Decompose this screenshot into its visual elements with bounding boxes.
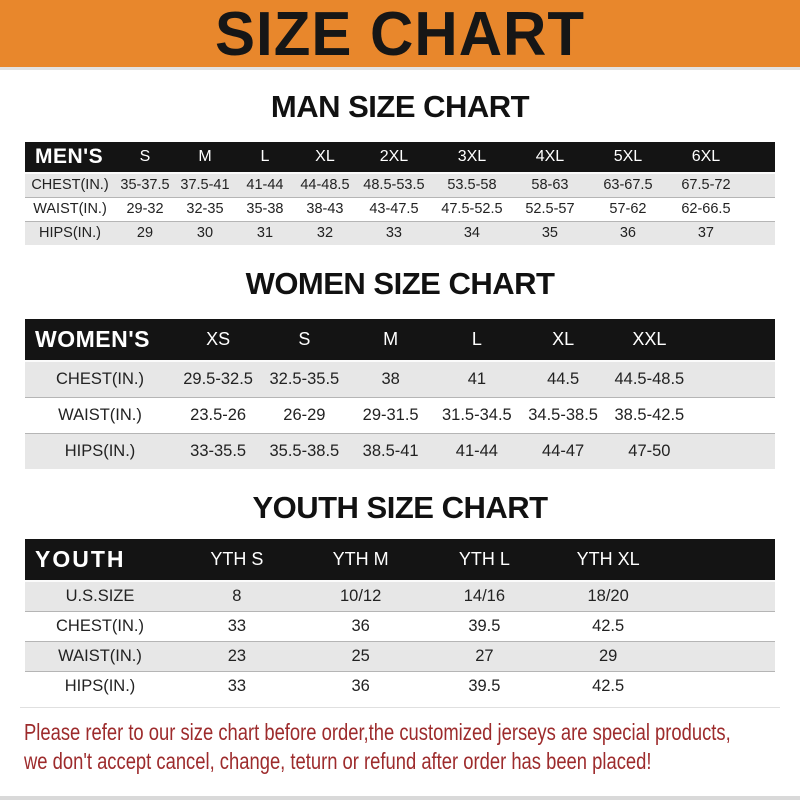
size-value-cell: 63-67.5	[603, 177, 653, 194]
size-value-cell: 29	[598, 646, 618, 665]
size-column-header: 3XL	[433, 142, 511, 173]
size-chart-banner	[0, 0, 800, 70]
size-column-header: XXL	[606, 319, 692, 361]
size-value-cell: 37	[697, 225, 714, 242]
size-column-header: M	[348, 319, 434, 361]
size-column-header: XL	[520, 319, 606, 361]
size-value-cell: 52.5-57	[525, 201, 575, 217]
header-spacer	[670, 539, 775, 581]
table-corner-label: YOUTH	[25, 539, 175, 581]
size-value-cell: 57-62	[609, 201, 647, 217]
row-spacer	[670, 641, 775, 671]
size-column-header: L	[434, 319, 520, 361]
header-spacer	[745, 142, 775, 173]
size-column-header: YTH L	[423, 539, 547, 581]
size-value-cell: 41	[467, 369, 487, 388]
row-label: WAIST(IN.)	[58, 405, 142, 424]
table-row	[25, 671, 775, 701]
women-size-chart-heading: WOMEN SIZE CHART	[245, 266, 555, 301]
size-value-cell: 31	[256, 225, 274, 242]
size-value-cell: 35-38	[246, 201, 284, 217]
row-label: WAIST(IN.)	[58, 646, 142, 665]
table-row	[25, 173, 775, 197]
size-value-cell: 8	[232, 586, 242, 605]
size-value-cell: 58-63	[531, 177, 569, 194]
size-value-cell: 33	[227, 676, 247, 695]
size-column-header: 5XL	[589, 142, 667, 173]
banner-title: SIZE CHART	[215, 0, 585, 69]
table-row	[25, 197, 775, 221]
footer-note-line1: Please refer to our size chart before order,the customized jerseys are special products,	[24, 719, 731, 745]
header-spacer	[693, 319, 776, 361]
size-value-cell: 14/16	[463, 586, 506, 605]
size-column-header: S	[261, 319, 347, 361]
table-row	[25, 433, 775, 469]
size-value-cell: 32.5-35.5	[269, 369, 340, 388]
size-value-cell: 32-35	[186, 201, 224, 217]
table-row	[25, 361, 775, 397]
size-column-header: XS	[175, 319, 261, 361]
size-column-header: XL	[295, 142, 355, 173]
size-value-cell: 34.5-38.5	[528, 405, 598, 424]
size-value-cell: 18/20	[587, 586, 629, 605]
size-value-cell: 38-43	[306, 201, 344, 217]
size-value-cell: 41-44	[246, 177, 284, 194]
size-value-cell: 38.5-42.5	[614, 405, 685, 424]
row-label: U.S.SIZE	[65, 586, 135, 605]
footer-note	[0, 718, 768, 776]
size-value-cell: 36	[351, 616, 370, 635]
row-spacer	[745, 173, 775, 197]
table-header-row	[25, 539, 775, 581]
row-label: CHEST(IN.)	[56, 616, 144, 635]
size-value-cell: 41-44	[455, 441, 498, 460]
womens-size-table	[25, 319, 775, 469]
size-column-header: L	[235, 142, 295, 173]
row-label: HIPS(IN.)	[38, 225, 102, 242]
size-value-cell: 67.5-72	[681, 177, 731, 194]
man-size-chart-heading: MAN SIZE CHART	[270, 89, 530, 124]
footer-divider	[20, 707, 780, 708]
size-value-cell: 29.5-32.5	[183, 369, 253, 388]
size-value-cell: 39.5	[468, 676, 501, 695]
size-value-cell: 27	[475, 646, 494, 665]
size-value-cell: 38.5-41	[362, 441, 419, 460]
table-header-row	[25, 142, 775, 173]
size-value-cell: 35	[541, 225, 558, 242]
row-label: CHEST(IN.)	[56, 369, 144, 388]
size-value-cell: 23	[227, 646, 247, 665]
size-value-cell: 44.5	[547, 369, 580, 388]
row-spacer	[745, 221, 775, 245]
size-value-cell: 23.5-26	[190, 405, 247, 424]
size-value-cell: 39.5	[468, 616, 501, 635]
row-spacer	[693, 397, 776, 433]
size-value-cell: 42.5	[592, 616, 625, 635]
table-row	[25, 611, 775, 641]
size-column-header: YTH S	[175, 539, 299, 581]
table-row	[25, 221, 775, 245]
table-row	[25, 397, 775, 433]
size-value-cell: 47.5-52.5	[441, 201, 503, 217]
size-column-header: 4XL	[511, 142, 589, 173]
size-value-cell: 33-35.5	[190, 441, 247, 460]
size-value-cell: 38	[381, 369, 400, 388]
size-column-header: YTH M	[299, 539, 423, 581]
row-label: WAIST(IN.)	[33, 201, 107, 217]
size-value-cell: 53.5-58	[447, 177, 497, 194]
row-label: HIPS(IN.)	[64, 441, 136, 460]
size-value-cell: 36	[351, 676, 370, 695]
row-spacer	[670, 671, 775, 701]
mens-size-table	[25, 142, 775, 245]
size-value-cell: 29-32	[126, 201, 164, 217]
size-value-cell: 33	[227, 616, 247, 635]
table-header-row	[25, 319, 775, 361]
row-spacer	[693, 433, 776, 469]
row-spacer	[670, 581, 775, 611]
size-value-cell: 36	[619, 225, 636, 242]
size-value-cell: 34	[463, 225, 480, 242]
size-value-cell: 26-29	[283, 405, 326, 424]
row-label: CHEST(IN.)	[31, 177, 109, 194]
size-value-cell: 48.5-53.5	[363, 177, 425, 194]
size-column-header: 2XL	[355, 142, 433, 173]
size-value-cell: 29	[136, 225, 154, 242]
size-value-cell: 30	[196, 225, 214, 242]
row-spacer	[745, 197, 775, 221]
size-column-header: S	[115, 142, 175, 173]
size-column-header: YTH XL	[546, 539, 670, 581]
size-value-cell: 35-37.5	[120, 177, 170, 194]
row-spacer	[693, 361, 776, 397]
size-value-cell: 44.5-48.5	[614, 369, 685, 388]
size-value-cell: 43-47.5	[369, 201, 419, 217]
size-value-cell: 29-31.5	[362, 405, 419, 424]
size-value-cell: 47-50	[628, 441, 671, 460]
youth-size-chart-heading: YOUTH SIZE CHART	[252, 490, 548, 525]
size-value-cell: 62-66.5	[681, 201, 731, 217]
size-value-cell: 42.5	[592, 676, 625, 695]
size-value-cell: 37.5-41	[180, 177, 230, 194]
table-row	[25, 581, 775, 611]
size-value-cell: 44-48.5	[300, 177, 350, 194]
size-value-cell: 31.5-34.5	[442, 405, 512, 424]
row-label: HIPS(IN.)	[64, 676, 136, 695]
size-value-cell: 44-47	[542, 441, 585, 460]
bottom-edge-strip	[0, 796, 800, 800]
row-spacer	[670, 611, 775, 641]
size-value-cell: 32	[316, 225, 334, 242]
size-value-cell: 35.5-38.5	[269, 441, 340, 460]
size-value-cell: 25	[351, 646, 370, 665]
size-column-header: M	[175, 142, 235, 173]
table-corner-label: MEN'S	[25, 142, 115, 173]
size-column-header: 6XL	[667, 142, 745, 173]
size-value-cell: 33	[385, 225, 402, 242]
table-corner-label: WOMEN'S	[25, 319, 175, 361]
youth-size-table	[25, 539, 775, 701]
size-value-cell: 10/12	[339, 586, 382, 605]
footer-note-line2: we don't accept cancel, change, teturn or refund after order has been placed!	[24, 748, 652, 774]
table-row	[25, 641, 775, 671]
